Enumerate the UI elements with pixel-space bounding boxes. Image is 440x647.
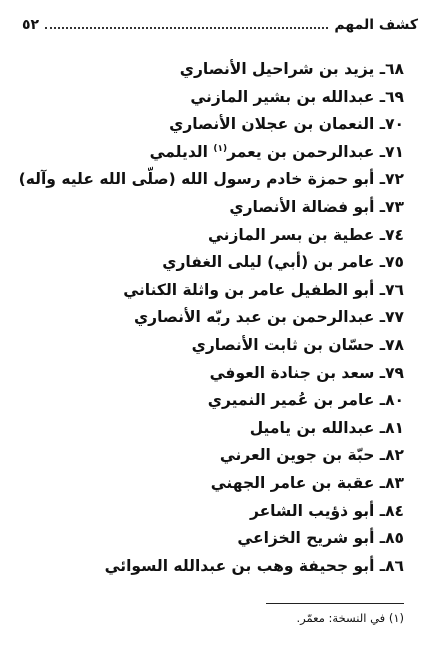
footnote-ref: (١) [213,143,228,154]
list-item: ٧٥ـ عامر بن (أبي) ليلى الغفاري [162,253,404,272]
list-item: ٧٣ـ أبو فضالة الأنصاري [229,197,404,216]
leader-dots [45,27,328,29]
list-item: ٧١ـ عبدالرحمن بن يعمر$^{(١)}$ الديلمي [149,142,404,161]
running-header [22,14,418,36]
footnote: (١) في النسخة: معمّر. [296,611,404,625]
list-item: ٦٩ـ عبدالله بن بشير المازني [190,87,404,106]
list-item: ٨٠ـ عامر بن عُمير النميري [207,391,404,410]
footnote-divider [266,603,404,604]
list-item: ٧٩ـ سعد بن جنادة العوفي [209,363,404,382]
page-number: ٥٢ [22,17,40,33]
list-item: ٧٦ـ أبو الطفيل عامر بن واثلة الكناني [123,280,404,299]
list-item: ٨٢ـ حبّة بن جوين العرني [219,446,404,465]
list-item: ٨١ـ عبدالله بن ياميل [249,418,404,437]
list-item: ٧٤ـ عطية بن بسر المازني [208,225,404,244]
list-item: ٧٢ـ أبو حمزة خادم رسول الله (صلّى الله عليه وآله) [18,170,404,189]
list-item: ٨٥ـ أبو شريح الخزاعي [237,529,404,548]
list-item: ٨٦ـ أبو جحيفة وهب بن عبدالله السوائي [104,556,404,575]
list-item: ٧٨ـ حسّان بن ثابت الأنصاري [191,335,404,354]
entry-list [18,56,404,580]
list-item: ٨٤ـ أبو ذؤيب الشاعر [249,501,404,520]
running-title: كشف المهم [334,17,418,33]
list-item: ٧٠ـ النعمان بن عجلان الأنصاري [169,115,404,134]
list-item: ٨٣ـ عقبة بن عامر الجهني [210,473,404,492]
list-item: ٦٨ـ يزيد بن شراحيل الأنصاري [179,60,404,78]
list-item: ٧٧ـ عبدالرحمن بن عبد ربّه الأنصاري [133,308,404,327]
